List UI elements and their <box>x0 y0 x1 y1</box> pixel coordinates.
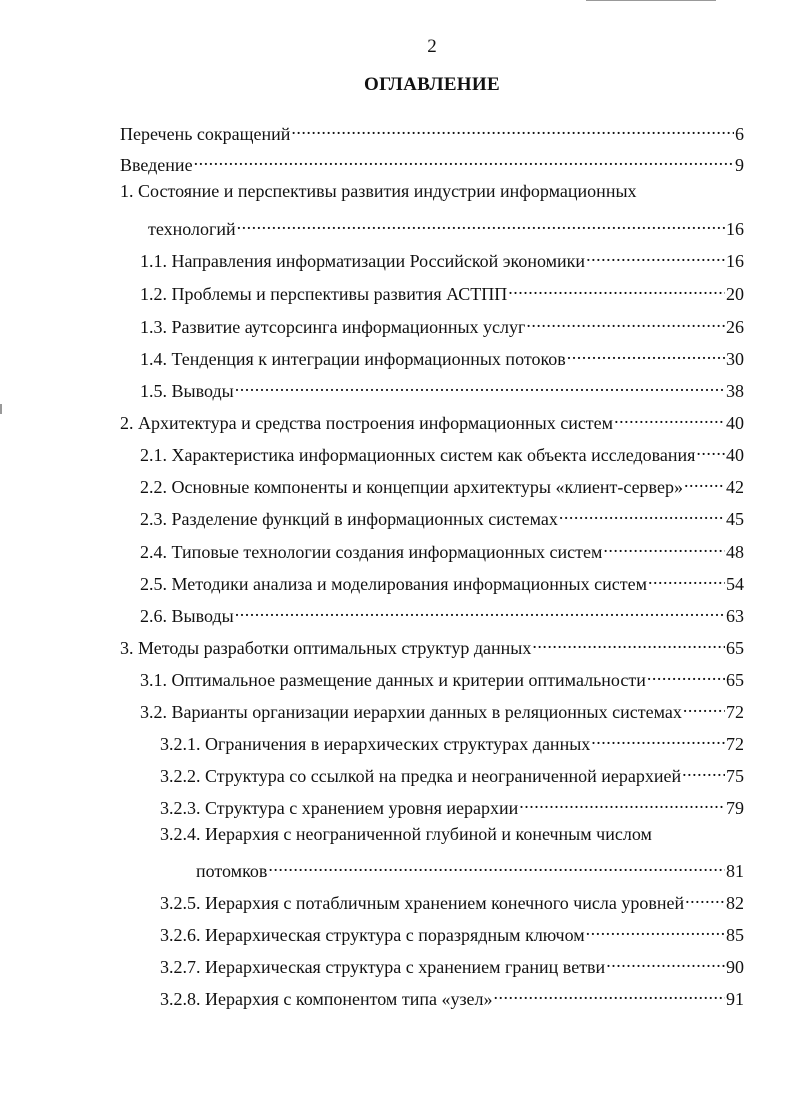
dot-leader <box>586 243 725 267</box>
toc-entry-text: 3.2.4. Иерархия с неограниченной глубиной и конечным числом <box>160 824 652 844</box>
scan-edge-mark-left <box>0 404 2 414</box>
toc-entry-text: 3.2.6. Иерархическая структура с поразрядным ключом <box>160 925 585 945</box>
toc-entry-text: потомков <box>196 861 268 881</box>
toc-entry-page: 42 <box>726 477 744 497</box>
toc-entry-1-3[interactable] <box>140 309 744 337</box>
dot-leader <box>696 437 725 461</box>
dot-leader <box>684 469 725 493</box>
dot-leader <box>494 981 725 1005</box>
toc-entry-text: 2.3. Разделение функций в информационных системах <box>140 509 558 529</box>
toc-entry-2-6[interactable] <box>140 598 744 626</box>
dot-leader <box>603 534 725 558</box>
dot-leader <box>647 662 725 686</box>
toc-entry-text: 3.2.7. Иерархическая структура с хранением границ ветви <box>160 957 606 977</box>
toc-entry-text: 2.5. Методики анализа и моделирования информационных систем <box>140 574 647 594</box>
dot-leader <box>559 501 725 525</box>
dot-leader <box>683 694 725 718</box>
toc-entry-page: 72 <box>726 702 744 722</box>
dot-leader <box>526 309 725 333</box>
toc-entry-text: 2.1. Характеристика информационных систем как объекта исследования <box>140 445 696 465</box>
dot-leader <box>614 405 725 429</box>
toc-entry-3-1[interactable] <box>140 662 744 690</box>
toc-entry-3-2-5[interactable] <box>160 885 744 913</box>
toc-entry-chapter-1[interactable] <box>148 211 744 239</box>
toc-entry-text: 3.2.2. Структура со ссылкой на предка и неограниченной иерархией <box>160 766 682 786</box>
toc-entry-page: 38 <box>726 381 744 401</box>
dot-leader <box>685 885 725 909</box>
toc-entry-1-2[interactable] <box>140 276 744 304</box>
dot-leader <box>268 853 725 877</box>
toc-entry-text: 1.1. Направления информатизации Российской экономики <box>140 251 586 271</box>
toc-entry-2-3[interactable] <box>140 501 744 529</box>
dot-leader <box>682 758 725 782</box>
toc-entry-page: 40 <box>726 445 744 465</box>
toc-entry-text: 3.2.1. Ограничения в иерархических структурах данных <box>160 734 591 754</box>
dot-leader <box>648 566 725 590</box>
toc-entry-text: 2.6. Выводы <box>140 606 234 626</box>
dot-leader <box>508 276 725 300</box>
toc-entry-3-2[interactable] <box>140 694 744 722</box>
toc-entry-page: 90 <box>726 957 744 977</box>
toc-entry-text: 3. Методы разработки оптимальных структур данных <box>120 638 532 658</box>
toc-entry-page: 26 <box>726 317 744 337</box>
toc-entry-text: Перечень сокращений <box>120 124 291 144</box>
toc-entry-text: Введение <box>120 155 193 175</box>
dot-leader <box>532 630 725 654</box>
toc-entry-page: 30 <box>726 349 744 369</box>
toc-entry-2-2[interactable] <box>140 469 744 497</box>
toc-entry-3-2-7[interactable] <box>160 949 744 977</box>
toc-entry-page: 82 <box>726 893 744 913</box>
page-number: 2 <box>427 36 437 57</box>
toc-entry-text: 3.2.5. Иерархия с потабличным хранением конечного числа уровней <box>160 893 685 913</box>
toc-entry-abbreviations[interactable] <box>120 116 744 144</box>
toc-entry-2-1[interactable] <box>140 437 744 465</box>
toc-entry-text: 2. Архитектура и средства построения информационных систем <box>120 413 614 433</box>
toc-entry-page: 75 <box>726 766 744 786</box>
toc-entry-page: 54 <box>726 574 744 594</box>
toc-entry-chapter-2[interactable] <box>120 405 744 433</box>
toc-entry-page: 9 <box>735 155 744 175</box>
toc-entry-3-2-8[interactable] <box>160 981 744 1009</box>
toc-entry-text: 2.4. Типовые технологии создания информационных систем <box>140 542 603 562</box>
toc-entry-page: 72 <box>726 734 744 754</box>
dot-leader <box>567 341 725 365</box>
toc-entry-text: 3.2.3. Структура с хранением уровня иерархии <box>160 798 519 818</box>
toc-entry-page: 79 <box>726 798 744 818</box>
toc-entry-3-2-4[interactable] <box>196 853 744 881</box>
toc-entry-3-2-4-line1[interactable] <box>160 822 652 846</box>
toc-entry-text: 3.1. Оптимальное размещение данных и критерии оптимальности <box>140 670 646 690</box>
toc-entry-page: 48 <box>726 542 744 562</box>
toc-entry-page: 65 <box>726 638 744 658</box>
dot-leader <box>235 598 725 622</box>
page-title: ОГЛАВЛЕНИЕ <box>364 74 500 95</box>
dot-leader <box>586 917 725 941</box>
toc-entry-chapter-1-line1[interactable] <box>120 179 637 203</box>
toc-entry-1-5[interactable] <box>140 373 744 401</box>
toc-entry-page: 91 <box>726 989 744 1009</box>
toc-entry-page: 16 <box>726 219 744 239</box>
scan-edge-mark-top <box>586 0 716 1</box>
toc-entry-text: 3.2.8. Иерархия с компонентом типа «узел» <box>160 989 493 1009</box>
toc-entry-3-2-1[interactable] <box>160 726 744 754</box>
toc-entry-text: 1.3. Развитие аутсорсинга информационных услуг <box>140 317 526 337</box>
toc-entry-page: 81 <box>726 861 744 881</box>
toc-entry-2-5[interactable] <box>140 566 744 594</box>
dot-leader <box>591 726 725 750</box>
toc-entry-page: 63 <box>726 606 744 626</box>
toc-entry-page: 6 <box>735 124 744 144</box>
toc-entry-text: 1.2. Проблемы и перспективы развития АСТПП <box>140 284 508 304</box>
dot-leader <box>194 147 734 171</box>
toc-entry-page: 20 <box>726 284 744 304</box>
toc-entry-1-1[interactable] <box>140 243 744 271</box>
toc-entry-page: 40 <box>726 413 744 433</box>
toc-entry-text: 3.2. Варианты организации иерархии данных в реляционных системах <box>140 702 682 722</box>
dot-leader <box>235 373 725 397</box>
toc-entry-text: 2.2. Основные компоненты и концепции архитектуры «клиент-сервер» <box>140 477 683 497</box>
dot-leader <box>519 790 725 814</box>
dot-leader <box>291 116 734 140</box>
toc-entry-text: 1.5. Выводы <box>140 381 234 401</box>
toc-entry-page: 65 <box>726 670 744 690</box>
toc-entry-text: технологий <box>148 219 236 239</box>
toc-entry-3-2-3[interactable] <box>160 790 744 818</box>
dot-leader <box>237 211 725 235</box>
toc-entry-page: 85 <box>726 925 744 945</box>
toc-entry-text: 1. Состояние и перспективы развития индустрии информационных <box>120 181 637 201</box>
toc-entry-2-4[interactable] <box>140 534 744 562</box>
toc-entry-3-2-2[interactable] <box>160 758 744 786</box>
toc-entry-1-4[interactable] <box>140 341 744 369</box>
toc-entry-3-2-6[interactable] <box>160 917 744 945</box>
toc-entry-text: 1.4. Тенденция к интеграции информационных потоков <box>140 349 566 369</box>
dot-leader <box>606 949 725 973</box>
toc-entry-page: 45 <box>726 509 744 529</box>
toc-entry-introduction[interactable] <box>120 147 744 175</box>
toc-entry-chapter-3[interactable] <box>120 630 744 658</box>
toc-entry-page: 16 <box>726 251 744 271</box>
